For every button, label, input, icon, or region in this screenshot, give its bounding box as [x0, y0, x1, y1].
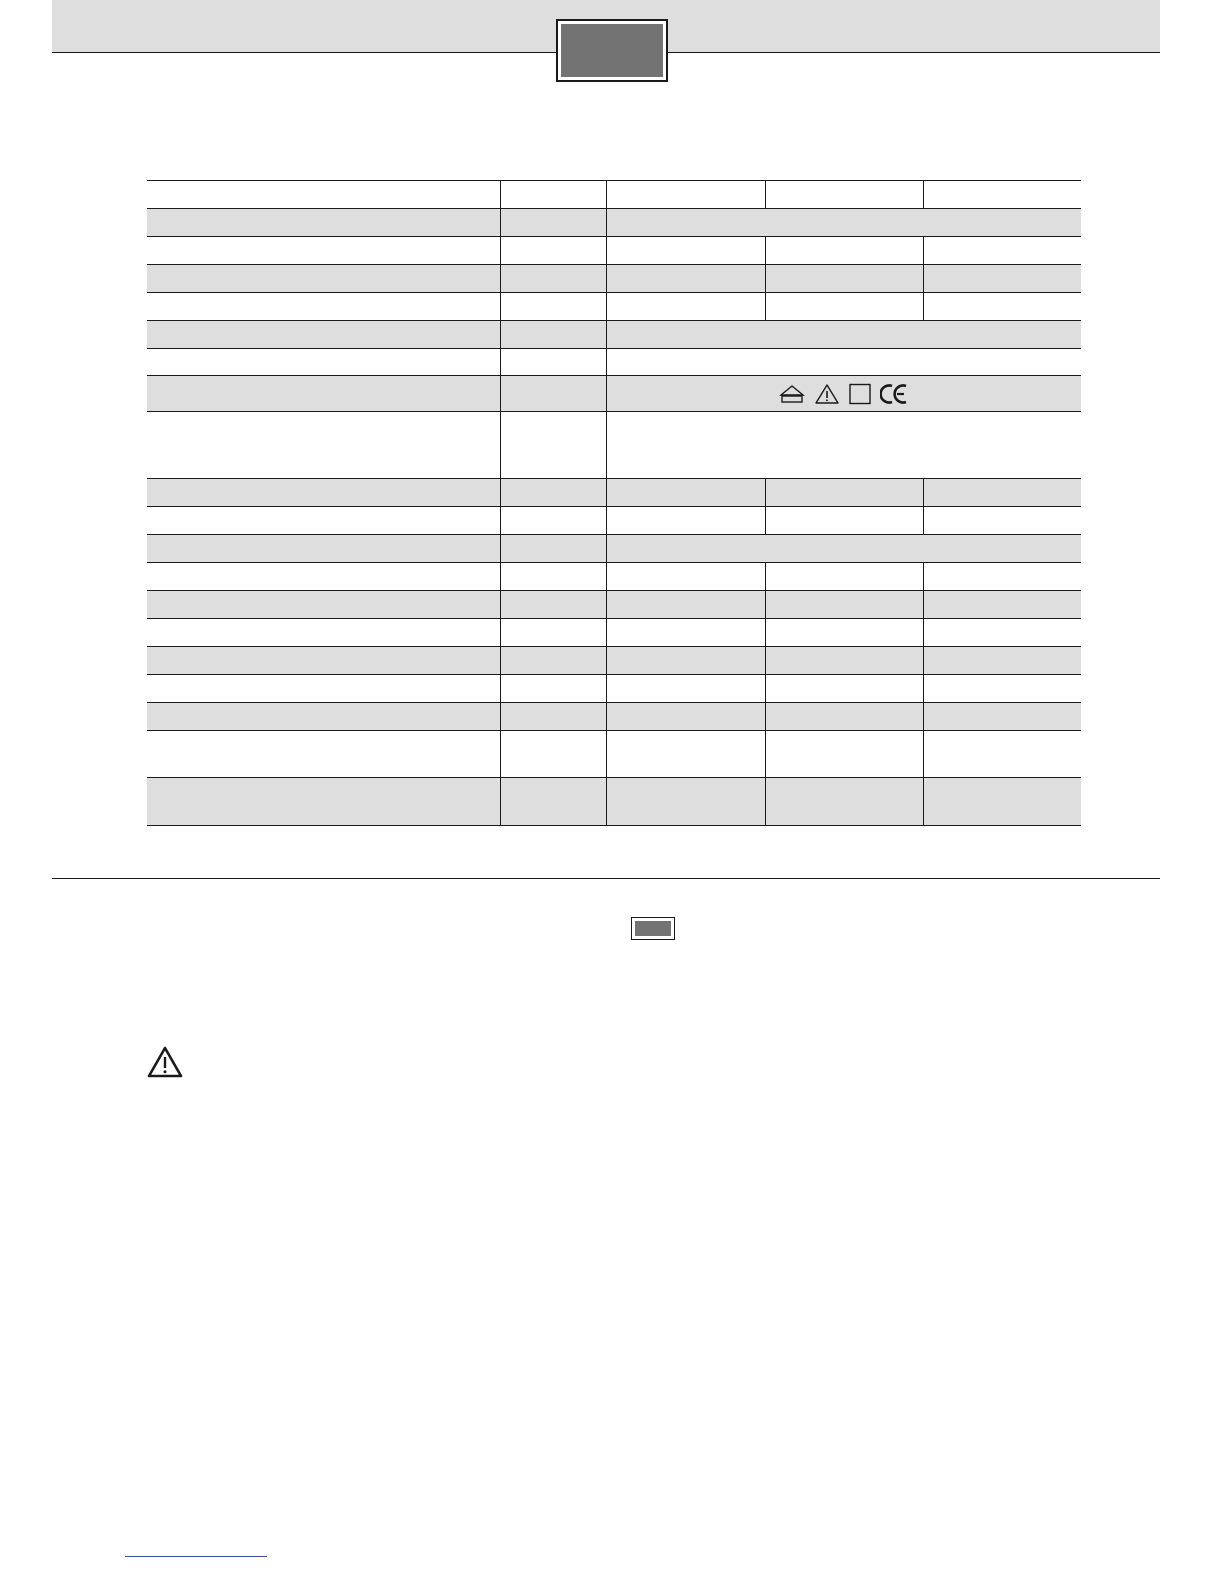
chapter-tab-fill [561, 24, 663, 77]
table-cell [500, 507, 606, 535]
table-cell [923, 181, 1081, 209]
table-cell [765, 293, 923, 321]
table-cell [147, 591, 500, 619]
table-cell [765, 507, 923, 535]
table-cell [606, 563, 765, 591]
table-cell [765, 731, 923, 778]
table-cell [606, 209, 1081, 237]
table-cell [500, 209, 606, 237]
table-cell [147, 731, 500, 778]
table-row [147, 703, 1081, 731]
table-cell [147, 321, 500, 349]
table-cell [923, 703, 1081, 731]
table-cell [500, 181, 606, 209]
table-cell [606, 265, 765, 293]
house-icon [778, 383, 806, 405]
footer-link-underline[interactable] [125, 1556, 267, 1557]
section-marker-fill [635, 921, 671, 936]
table-cell [500, 412, 606, 479]
table-cell [765, 591, 923, 619]
certification-symbols [778, 382, 908, 406]
table-cell [765, 647, 923, 675]
table-cell [923, 675, 1081, 703]
table-cell [147, 675, 500, 703]
table-cell [606, 647, 765, 675]
table-row [147, 675, 1081, 703]
table-row [147, 209, 1081, 237]
table-cell [765, 675, 923, 703]
certification-symbols-cell [606, 376, 1081, 412]
table-row [147, 619, 1081, 647]
table-cell [500, 265, 606, 293]
table-cell [147, 237, 500, 265]
table-cell [923, 479, 1081, 507]
chapter-tab [556, 19, 668, 82]
table-cell [923, 619, 1081, 647]
blank-square-icon [848, 383, 872, 405]
table-row [147, 293, 1081, 321]
table-cell [500, 619, 606, 647]
table-cell [765, 703, 923, 731]
table-cell [147, 181, 500, 209]
table-cell [500, 479, 606, 507]
table-cell [765, 265, 923, 293]
table-cell [923, 778, 1081, 826]
table-cell [923, 563, 1081, 591]
table-cell [500, 237, 606, 265]
specifications-table [147, 180, 1081, 826]
table-row [147, 349, 1081, 376]
table-cell [147, 778, 500, 826]
warning-triangle-icon [814, 383, 840, 405]
table-cell [500, 731, 606, 778]
table-cell [147, 265, 500, 293]
ce-mark-icon [880, 383, 908, 405]
table-row [147, 412, 1081, 479]
table-cell [500, 675, 606, 703]
table-cell [923, 293, 1081, 321]
table-cell [606, 507, 765, 535]
table-cell [765, 181, 923, 209]
table-row [147, 647, 1081, 675]
table-cell [500, 591, 606, 619]
table-row [147, 181, 1081, 209]
table-cell [147, 412, 500, 479]
table-cell [147, 209, 500, 237]
table-cell [765, 479, 923, 507]
table-cell [606, 675, 765, 703]
table-cell [606, 237, 765, 265]
table-cell [147, 293, 500, 321]
table-cell [606, 778, 765, 826]
table-cell [606, 181, 765, 209]
table-cell [923, 731, 1081, 778]
table-cell [606, 479, 765, 507]
table-row [147, 321, 1081, 349]
table-cell [147, 535, 500, 563]
table-cell [923, 507, 1081, 535]
table-cell [606, 619, 765, 647]
table-cell [147, 563, 500, 591]
table-cell [147, 619, 500, 647]
table-cell [500, 647, 606, 675]
table-cell [500, 293, 606, 321]
table-cell [500, 778, 606, 826]
table-cell [923, 265, 1081, 293]
table-row [147, 535, 1081, 563]
table-cell [765, 237, 923, 265]
table-cell [147, 376, 500, 412]
table-row [147, 479, 1081, 507]
table-cell [923, 237, 1081, 265]
table-cell [606, 535, 1081, 563]
section-divider [52, 878, 1160, 879]
section-marker [631, 917, 675, 940]
table-cell [147, 647, 500, 675]
table-row [147, 237, 1081, 265]
table-cell [147, 507, 500, 535]
table-cell [606, 591, 765, 619]
table-row [147, 265, 1081, 293]
table-row [147, 376, 1081, 412]
table-cell [606, 412, 1081, 479]
table-row [147, 563, 1081, 591]
table-cell [765, 563, 923, 591]
table-cell [147, 703, 500, 731]
table-cell [147, 479, 500, 507]
table-cell [500, 321, 606, 349]
warning-triangle-icon [146, 1045, 184, 1084]
table-cell [500, 703, 606, 731]
table-cell [606, 321, 1081, 349]
table-cell [606, 349, 1081, 376]
table-cell [500, 535, 606, 563]
table-cell [500, 376, 606, 412]
table-cell [765, 778, 923, 826]
table-cell [500, 563, 606, 591]
table-cell [606, 703, 765, 731]
table-row [147, 507, 1081, 535]
table-cell [765, 619, 923, 647]
table-cell [606, 293, 765, 321]
table-cell [923, 591, 1081, 619]
table-row [147, 731, 1081, 778]
table-cell [147, 349, 500, 376]
table-row [147, 591, 1081, 619]
table-cell [500, 349, 606, 376]
table-cell [606, 731, 765, 778]
table-cell [923, 647, 1081, 675]
table-row [147, 778, 1081, 826]
